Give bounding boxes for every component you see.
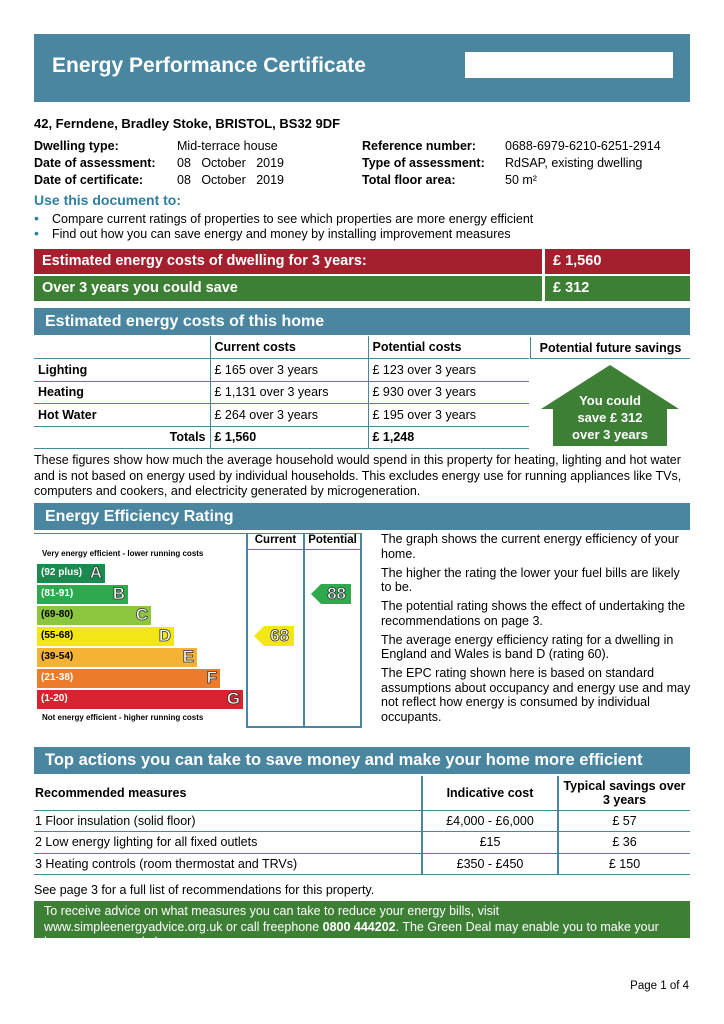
costs-explanation: These figures show how much the average household would spend in this property for heating, lighting and hot water and is not based on energy used by individual households. This excludes energy use for running appliances like TVs, computers and cookers, and electricity generated by microgeneration. [34,453,682,498]
savings-summary-label: Over 3 years you could save [34,276,542,301]
current-cost: £ 165 over 3 years [210,359,368,382]
band-c [37,606,151,625]
future-savings-line: You could [579,393,641,408]
measure: 2 Low energy lighting for all fixed outlets [34,832,422,854]
dwelling-type-value: Mid-terrace house [177,139,278,153]
assessment-type-value: RdSAP, existing dwelling [505,156,643,170]
band-range: (39-54) [41,651,74,662]
certificate-title: Energy Performance Certificate [52,54,366,77]
potential-cost: £ 195 over 3 years [368,404,529,427]
costs-table [34,336,529,449]
band-range: (92 plus) [41,567,83,578]
band-letter: E [182,647,194,666]
potential-rating-value: 88 [327,584,346,603]
potential-costs-header: Potential costs [368,336,529,359]
indicative-cost: £350 - £450 [422,853,558,875]
band-b [37,585,128,604]
advice-text-end: . The Green Deal may enable you to make your home warmer and cheaper to run. [44,919,659,949]
list-item: • Compare current ratings of properties to see which properties are more energy efficient [34,212,533,227]
table-row [34,853,690,875]
cost-summary-value: £ 1,560 [545,249,690,274]
current-rating-value: 68 [270,626,289,645]
assessment-type-label: Type of assessment: [362,156,485,170]
band-a [37,564,105,583]
property-address: 42, Ferndene, Bradley Stoke, BRISTOL, BS32 9DF [34,116,341,131]
column-divider [360,533,362,727]
band-letter: D [158,626,171,645]
future-savings-line: save £ 312 [577,410,643,425]
advice-banner [34,901,690,949]
reference-number-value: 0688-6979-6210-6251-2914 [505,139,661,153]
measure: 3 Heating controls (room thermostat and TRVs) [34,853,422,875]
rating-note: The higher the rating the lower your fuel bills are likely to be. [381,565,680,594]
current-cost: £ 1,131 over 3 years [210,381,368,404]
band-letter: G [226,689,240,708]
band-range: (21-38) [41,672,74,683]
current-cost: £ 264 over 3 years [210,404,368,427]
row-label: Heating [34,381,210,404]
row-label: Lighting [34,359,210,382]
potential-cost: £ 930 over 3 years [368,381,529,404]
future-savings-line: over 3 years [572,427,648,442]
column-header-rule [248,549,303,550]
use-document-title: Use this document to: [34,192,182,208]
current-total: £ 1,560 [210,426,368,449]
dwelling-type-label: Dwelling type: [34,139,119,153]
band-letter: C [135,605,148,624]
potential-column-header: Potential [308,534,357,546]
measures-header: Recommended measures [35,785,187,800]
table-row [34,810,690,832]
typical-savings: £ 36 [558,832,690,854]
savings-header: Typical savings over 3 years [558,776,690,810]
rating-note: The potential rating shows the effect of undertaking the recommendations on page 3. [381,599,686,628]
table-row [34,404,529,427]
current-costs-header: Current costs [210,336,368,359]
band-range: (55-68) [41,630,74,641]
costs-section-title: Estimated energy costs of this home [34,308,690,335]
details-right [362,138,661,189]
table-row [34,381,529,404]
totals-row [34,426,529,449]
reference-number-label: Reference number: [362,139,476,153]
certificate-header [34,34,690,102]
potential-cost: £ 123 over 3 years [368,359,529,382]
potential-rating-indicator [311,584,351,604]
typical-savings: £ 150 [558,853,690,875]
certificate-date-value: 08 October 2019 [177,173,285,187]
indicative-cost: £4,000 - £6,000 [422,810,558,832]
band-letter: F [206,668,217,687]
current-rating-indicator [254,626,294,646]
potential-total: £ 1,248 [368,426,529,449]
rating-note: The graph shows the current energy efficiency of your home. [381,532,679,561]
column-divider [246,533,248,727]
floor-area-label: Total floor area: [362,173,456,187]
savings-summary-value: £ 312 [545,276,690,301]
costs-header-blank [34,336,210,359]
advice-text: To receive advice on what measures you can take to reduce your energy bills, visit www.simpleenergyadvice.org.uk or call freephone [44,904,500,934]
band-range: (69-80) [41,609,74,620]
band-letter: A [89,563,102,582]
see-page-note: See page 3 for a full list of recommendations for this property. [34,883,375,897]
inefficient-label: Not energy efficient - higher running costs [42,713,204,722]
rating-note: The average energy efficiency rating for a dwelling in England and Wales is band D (rating 60). [381,632,674,661]
band-f [37,669,220,688]
rating-bottom-rule [246,726,362,728]
rating-note: The EPC rating shown here is based on standard assumptions about occupancy and energy use and may not reflect how energy is consumed by individual occupants. [381,666,691,724]
page-number: Page 1 of 4 [630,980,689,992]
actions-section-title: Top actions you can take to save money and make your home more efficient [34,747,690,774]
floor-area-value: 50 m² [505,173,537,187]
rating-notes [381,532,691,729]
cost-summary-label: Estimated energy costs of dwelling for 3 years: [34,249,542,274]
column-divider [303,533,305,727]
list-item: • Find out how you can save energy and money by installing improvement measures [34,227,533,242]
future-savings-header: Potential future savings [530,337,690,359]
indicative-cost: £15 [422,832,558,854]
future-savings-text [541,392,679,443]
header-blank-box [465,52,673,78]
rating-section-title: Energy Efficiency Rating [34,503,690,530]
use-document-list [34,212,533,242]
band-range: (81-91) [41,588,74,599]
actions-table [34,776,690,875]
cost-header: Indicative cost [422,776,558,810]
measure: 1 Floor insulation (solid floor) [34,810,422,832]
band-e [37,648,197,667]
certificate-date-label: Date of certificate: [34,173,144,187]
band-range: (1-20) [41,693,68,704]
freephone-number: 0800 444202 [322,919,396,934]
efficient-label: Very energy efficient - lower running costs [42,549,204,558]
band-d [37,627,174,646]
column-header-rule [305,549,360,550]
table-row [34,359,529,382]
assessment-date-label: Date of assessment: [34,156,156,170]
band-g [37,690,243,709]
details-left [34,138,284,189]
band-letter: B [112,584,125,603]
totals-label: Totals [34,426,210,449]
table-row [34,832,690,854]
row-label: Hot Water [34,404,210,427]
typical-savings: £ 57 [558,810,690,832]
current-column-header: Current [254,534,297,546]
assessment-date-value: 08 October 2019 [177,156,285,170]
